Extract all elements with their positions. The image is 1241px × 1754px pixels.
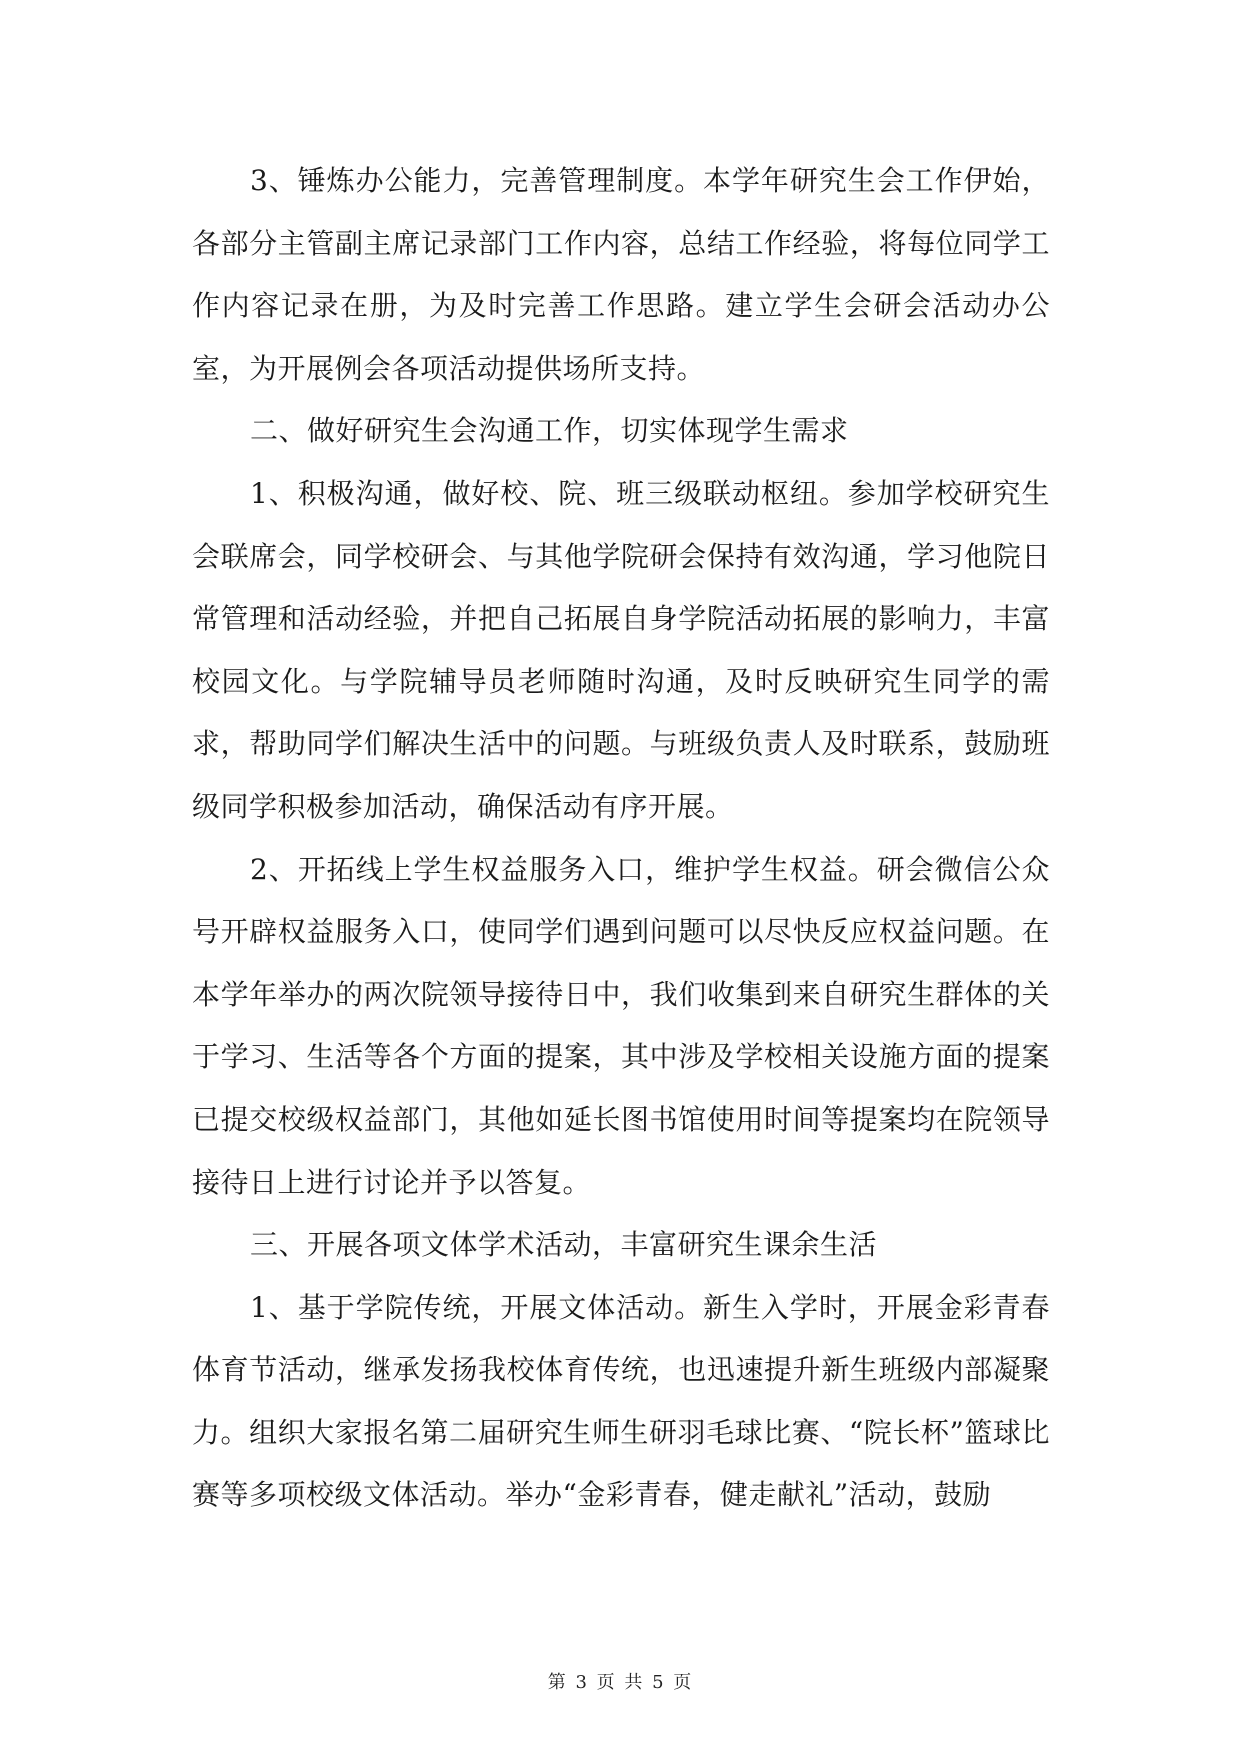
paragraph-item-3-office-skills: 3、锤炼办公能力，完善管理制度。本学年研究生会工作伊始，各部分主管副主席记录部门工作内容，总结工作经验，将每位同学工作内容记录在册，为及时完善工作思路。建立学生会研会活动办公室，为开展例会各项活动提供场所支持。 bbox=[192, 164, 1050, 385]
section-heading-activities: 三、开展各项文体学术活动，丰富研究生课余生活 bbox=[250, 1228, 878, 1262]
paragraph-item-2-rights-service: 2、开拓线上学生权益服务入口，维护学生权益。研会微信公众号开辟权益服务入口，使同学们遇到问题可以尽快反应权益问题。在本学年举办的两次院领导接待日中，我们收集到来自研究生群体的关于学习、生活等各个方面的提案，其中涉及学校相关设施方面的提案已提交校级权益部门，其他如延长图书馆使用时间等提案均在院领导接待日上进行讨论并予以答复。 bbox=[192, 852, 1050, 1199]
paragraph-item-1-sports-activities: 1、基于学院传统，开展文体活动。新生入学时，开展金彩青春体育节活动，继承发扬我校体育传统，也迅速提升新生班级内部凝聚力。组织大家报名第二届研究生师生研羽毛球比赛、“院长杯”篮球比赛等多项校级文体活动。举办“金彩青春，健走献礼”活动，鼓励 bbox=[192, 1290, 1050, 1512]
paragraph-item-1-communication: 1、积极沟通，做好校、院、班三级联动枢纽。参加学校研究生会联席会，同学校研会、与其他学院研会保持有效沟通，学习他院日常管理和活动经验，并把自己拓展自身学院活动拓展的影响力，丰富校园文化。与学院辅导员老师随时沟通，及时反映研究生同学的需求，帮助同学们解决生活中的问题。与班级负责人及时联系，鼓励班级同学积极参加活动，确保活动有序开展。 bbox=[192, 476, 1050, 823]
section-heading-communication: 二、做好研究生会沟通工作，切实体现学生需求 bbox=[250, 414, 849, 448]
page-number-footer: 第 3 页 共 5 页 bbox=[547, 1672, 694, 1693]
document-body bbox=[192, 150, 1050, 1527]
